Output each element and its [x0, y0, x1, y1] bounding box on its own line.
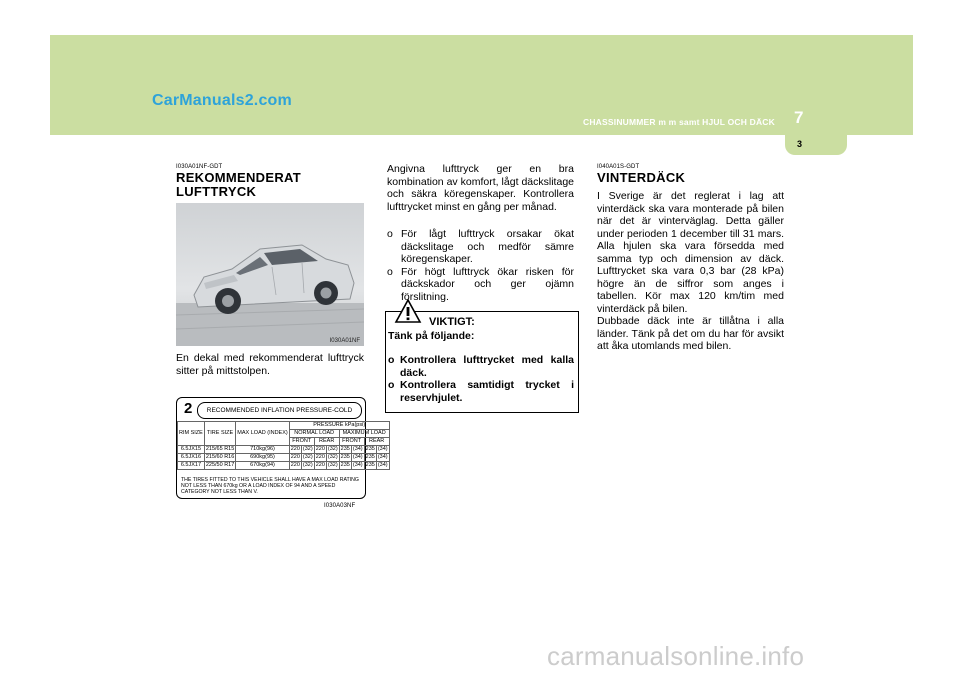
- col-header-max-load: MAX LOAD (INDEX): [236, 422, 289, 446]
- section-heading: VINTERDÄCK: [597, 170, 686, 185]
- warning-box: [385, 311, 579, 413]
- table-cell: (34): [352, 446, 363, 452]
- table-cell: 235: [340, 454, 350, 460]
- pressure-bullet-list: [387, 228, 574, 303]
- page-number-tab: [785, 135, 847, 155]
- car-illustration: [176, 203, 364, 346]
- table-cell: 220: [290, 446, 300, 452]
- table-cell: 220: [315, 462, 325, 468]
- page-number: 3: [797, 139, 803, 149]
- label-note: THE TIRES FITTED TO THIS VEHICLE SHALL HAVE A MAX LOAD RATING NOT LESS THAN 670kg OR A LOAD INDEX OF 94 AND A SPEED CATEGORY NOT LESS THAN V.: [181, 477, 359, 495]
- warning-triangle-icon: [395, 299, 421, 323]
- car-photo: [176, 203, 364, 346]
- table-cell: 6.5JX17: [178, 462, 205, 470]
- list-item-text: För högt lufttryck ökar risken för däckskador och ger ojämn förslitning.: [401, 265, 574, 303]
- table-cell: (32): [302, 454, 313, 460]
- table-cell: (34): [377, 462, 388, 468]
- table-cell: 220: [315, 446, 325, 452]
- table-cell: 220: [290, 462, 300, 468]
- bullet-mark: o: [387, 265, 393, 278]
- table-cell: 6.5JX15: [178, 446, 205, 454]
- table-row: [178, 446, 390, 454]
- paragraph: Dubbade däck inte är tillåtna i alla länder. Tänk på det om du har för avsikt att åka utomlands med bilen.: [597, 315, 784, 352]
- col-header-pressure: PRESSURE kPa(psi): [289, 422, 389, 430]
- section-code: I040A01S-GDT: [597, 164, 640, 170]
- col-header-front: FRONT: [339, 438, 364, 446]
- list-item: [387, 266, 574, 304]
- col-header-front: FRONT: [289, 438, 314, 446]
- table-cell: (32): [327, 462, 338, 468]
- list-item-text: För lågt lufttryck orsakar ökat däckslitage och medför sämre köregenskaper.: [401, 228, 574, 265]
- label-number: 2: [184, 400, 193, 417]
- col-header-rear: REAR: [314, 438, 339, 446]
- section-code: I030A01NF-GDT: [176, 164, 223, 170]
- col-header-maximum-load: MAXIMUM LOAD: [339, 430, 389, 438]
- table-cell: 235: [340, 462, 350, 468]
- list-item-text: Kontrollera samtidigt trycket i reservhjulet.: [400, 379, 574, 404]
- table-cell: 235: [340, 446, 350, 452]
- col-header-rim: RIM SIZE: [178, 422, 205, 446]
- table-cell: (32): [302, 462, 313, 468]
- table-row: [178, 462, 390, 470]
- table-cell: 690kg(95): [236, 454, 289, 462]
- list-item: [388, 379, 574, 404]
- table-cell: 235: [365, 454, 375, 460]
- list-item: [388, 354, 574, 379]
- table-cell: (34): [377, 454, 388, 460]
- footer-watermark: carmanualsonline.info: [547, 641, 805, 671]
- table-cell: 215/65 R15: [205, 446, 235, 452]
- table-cell: 235: [365, 446, 375, 452]
- table-cell: 670kg(94): [236, 462, 289, 470]
- table-cell: 6.5JX16: [178, 454, 205, 462]
- table-cell: (34): [352, 454, 363, 460]
- list-item: [387, 228, 574, 266]
- list-item-text: Kontrollera lufttrycket med kalla däck.: [400, 354, 574, 379]
- table-row: [178, 454, 390, 462]
- bullet-mark: o: [388, 379, 395, 391]
- warning-title: VIKTIGT:: [429, 316, 475, 328]
- decal-text: En dekal med rekommenderat lufttryck sitter på mittstolpen.: [176, 352, 364, 377]
- col-header-normal-load: NORMAL LOAD: [289, 430, 339, 438]
- warning-intro: Tänk på följande:: [388, 330, 475, 342]
- table-cell: (34): [377, 446, 388, 452]
- pressure-intro-text: Angivna lufttryck ger en bra kombination av komfort, lågt däckslitage och säkra köregenskaper. Kontrollera lufttrycket minst en gång per månad.: [387, 163, 574, 213]
- paragraph: I Sverige är det reglerat i lag att vinterdäck ska vara monterade på bilen när det är vinterväglag. Detta gäller under perioden 1 december till 31 mars. Alla hjulen ska vara försedda med samma typ och dimension av däck. Lufttrycket ska vara 0,3 bar (28 kPa) högre än de siffror som anges i tabellen. Kör max 120 km/tim med vinterdäck på bilen.: [597, 190, 784, 315]
- tire-pressure-table: [177, 421, 390, 470]
- table-cell: (32): [302, 446, 313, 452]
- site-watermark[interactable]: CarManuals2.com: [152, 92, 292, 109]
- col-header-rear: REAR: [364, 438, 389, 446]
- heading-line: REKOMMENDERAT: [176, 170, 301, 185]
- warning-list: [388, 354, 574, 404]
- table-cell: (34): [352, 462, 363, 468]
- label-title: RECOMMENDED INFLATION PRESSURE-COLD: [197, 402, 362, 419]
- bullet-mark: o: [388, 354, 395, 366]
- col-header-tire: TIRE SIZE: [204, 422, 235, 446]
- table-cell: 220: [290, 454, 300, 460]
- table-cell: 225/50 R17: [205, 462, 235, 468]
- chapter-title: CHASSINUMMER m m samt HJUL OCH DÄCK: [583, 117, 775, 127]
- heading-line: LUFTTRYCK: [176, 184, 257, 199]
- table-cell: 235: [365, 462, 375, 468]
- photo-caption: I030A01NF: [329, 338, 360, 344]
- table-cell: (32): [327, 446, 338, 452]
- label-caption: I030A03NF: [324, 503, 356, 509]
- tire-pressure-label: [176, 397, 388, 499]
- header-band: [50, 35, 913, 135]
- section-heading: [176, 171, 366, 199]
- table-cell: 710kg(96): [236, 446, 289, 454]
- chapter-number: 7: [794, 108, 804, 127]
- table-cell: (32): [327, 454, 338, 460]
- table-cell: 215/60 R16: [205, 454, 235, 460]
- bullet-mark: o: [387, 228, 393, 240]
- table-cell: 220: [315, 454, 325, 460]
- winter-tire-text: [597, 190, 784, 353]
